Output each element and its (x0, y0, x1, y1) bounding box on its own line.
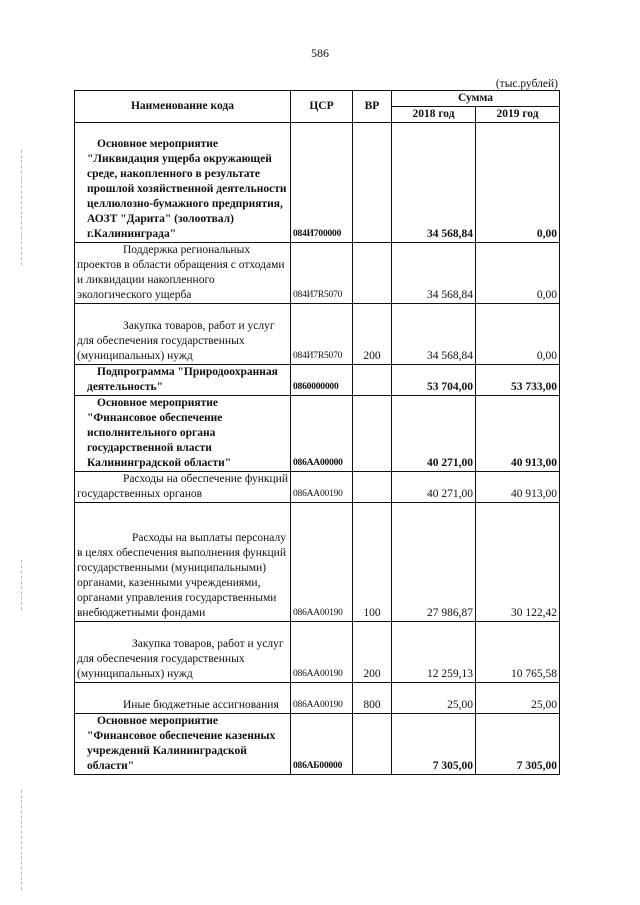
row-2018: 34 568,84 (392, 243, 476, 304)
row-2019: 10 765,58 (476, 622, 560, 683)
units-label: (тыс.рублей) (495, 78, 558, 90)
table-row (75, 503, 560, 622)
header-2019: 2019 год (476, 107, 560, 123)
row-name: Расходы на обеспечение функций государственных органов (75, 472, 291, 503)
row-name: Закупка товаров, работ и услуг для обеспечения государственных (муниципальных) нужд (75, 304, 291, 365)
header-vr: ВР (353, 91, 392, 123)
row-vr: 200 (353, 304, 392, 365)
row-vr (353, 396, 392, 472)
row-2018: 40 271,00 (392, 472, 476, 503)
row-2018: 34 568,84 (392, 123, 476, 243)
row-name: Закупка товаров, работ и услуг для обеспечения государственных (муниципальных) нужд (75, 622, 291, 683)
row-csr: 086АА00190 (291, 503, 353, 622)
row-2018: 40 271,00 (392, 396, 476, 472)
table-row (75, 396, 560, 472)
row-csr: 086АА00190 (291, 622, 353, 683)
table-row (75, 304, 560, 365)
row-2018: 34 568,84 (392, 304, 476, 365)
row-name: Иные бюджетные ассигнования (75, 683, 291, 714)
row-csr: 084И7R5070 (291, 243, 353, 304)
header-2018: 2018 год (392, 107, 476, 123)
row-csr: 086АА00190 (291, 683, 353, 714)
row-vr (353, 365, 392, 396)
row-csr: 084И700000 (291, 123, 353, 243)
budget-table (74, 90, 560, 775)
table-row (75, 123, 560, 243)
row-name: Основное мероприятие "Финансовое обеспечение казенных учреждений Калининградской области" (75, 714, 291, 775)
row-2019: 0,00 (476, 123, 560, 243)
row-csr: 0860000000 (291, 365, 353, 396)
row-2019: 0,00 (476, 304, 560, 365)
page-number: 586 (311, 46, 329, 60)
row-2019: 7 305,00 (476, 714, 560, 775)
row-2019: 30 122,42 (476, 503, 560, 622)
row-2018: 7 305,00 (392, 714, 476, 775)
row-csr: 086АА00190 (291, 472, 353, 503)
row-vr: 100 (353, 503, 392, 622)
row-name: Основное мероприятие "Ликвидация ущерба окружающей среде, накопленного в результате прошлой хозяйственной деятельности целлюлозно-бумажного предприятия, АОЗТ "Дарита" (золоотвал) г.Калининграда" (75, 123, 291, 243)
row-csr: 086АА00000 (291, 396, 353, 472)
row-2019: 40 913,00 (476, 472, 560, 503)
row-2019: 25,00 (476, 683, 560, 714)
table-row (75, 683, 560, 714)
row-vr (353, 123, 392, 243)
row-2019: 40 913,00 (476, 396, 560, 472)
table-row (75, 243, 560, 304)
row-2019: 0,00 (476, 243, 560, 304)
row-2018: 12 259,13 (392, 622, 476, 683)
row-vr (353, 243, 392, 304)
table-row (75, 714, 560, 775)
row-vr: 200 (353, 622, 392, 683)
row-csr: 086АБ00000 (291, 714, 353, 775)
table-row (75, 622, 560, 683)
row-2018: 53 704,00 (392, 365, 476, 396)
row-vr (353, 472, 392, 503)
header-sum: Сумма (392, 91, 560, 107)
row-name: Расходы на выплаты персоналу в целях обеспечения выполнения функций государственными (муниципальными) органами, казенными учреждениями, органами управления государственными внебюджетными фондами (75, 503, 291, 622)
row-vr (353, 714, 392, 775)
row-name: Поддержка региональных проектов в области обращения с отходами и ликвидации накопленного экологического ущерба (75, 243, 291, 304)
table-row (75, 365, 560, 396)
row-2018: 25,00 (392, 683, 476, 714)
row-2019: 53 733,00 (476, 365, 560, 396)
header-name: Наименование кода (75, 91, 291, 123)
row-name: Подпрограмма "Природоохранная деятельность" (75, 365, 291, 396)
table-row (75, 472, 560, 503)
margin-line (21, 150, 22, 265)
row-vr: 800 (353, 683, 392, 714)
row-csr: 084И7R5070 (291, 304, 353, 365)
row-2018: 27 986,87 (392, 503, 476, 622)
margin-line (21, 790, 22, 890)
margin-line (21, 560, 22, 610)
header-csr: ЦСР (291, 91, 353, 123)
row-name: Основное мероприятие "Финансовое обеспечение исполнительного органа государственной власти Калининградской области" (75, 396, 291, 472)
